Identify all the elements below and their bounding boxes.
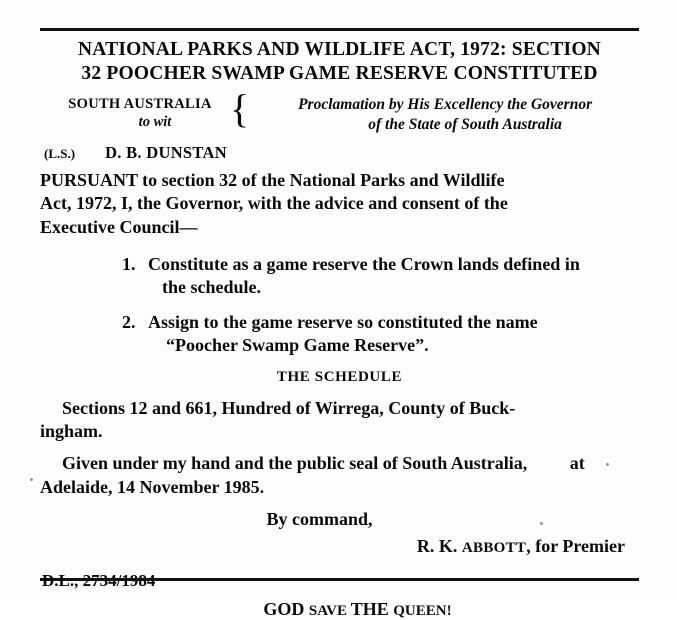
clause-line-2: the schedule. — [162, 277, 261, 298]
god-save-the-queen — [40, 599, 639, 620]
clause-line-1: Assign to the game reserve so constituted the name — [148, 311, 538, 332]
brace-glyph: { — [230, 85, 250, 131]
list-item — [40, 311, 639, 358]
god-save-word-3: THE — [350, 599, 394, 620]
scan-speck — [30, 478, 33, 481]
jurisdiction-block — [40, 95, 230, 133]
seal-marker: (L.S.) — [44, 145, 76, 161]
countersignature — [40, 536, 639, 557]
clause-line-1: Constitute as a game reserve the Crown lands defined in — [148, 254, 580, 275]
preamble-paragraph — [40, 169, 639, 239]
god-save-word-1: GOD — [263, 599, 309, 620]
given-under-hand — [40, 452, 639, 499]
god-save-word-4: QUEEN! — [393, 603, 452, 620]
countersign-initials: R. K. — [416, 536, 462, 557]
preamble-line-1: PURSUANT to section 32 of the National Parks and Wildlife — [40, 169, 505, 190]
document-content — [40, 34, 639, 620]
preamble-line-3: Executive Council— — [40, 216, 198, 237]
bottom-divider-rule — [40, 578, 639, 581]
schedule-line-2: ingham. — [40, 420, 103, 441]
proclamation-header — [40, 85, 639, 135]
list-item — [40, 253, 639, 300]
schedule-line-1: Sections 12 and 661, Hundred of Wirrega, County of Buck- — [62, 397, 516, 418]
document-reference — [40, 571, 639, 591]
preamble-line-2: Act, 1972, I, the Governor, with the advice and consent of the — [40, 193, 508, 214]
schedule-heading: THE SCHEDULE — [276, 368, 403, 385]
seal-and-signatory — [40, 143, 639, 163]
countersign-role: , for Premier — [526, 536, 625, 557]
jurisdiction-name: SOUTH AUSTRALIA — [68, 95, 212, 112]
page-title — [40, 38, 639, 86]
jurisdiction-towit: to wit — [138, 114, 172, 131]
god-save-word-2: SAVE — [308, 603, 351, 620]
clause-line-2: “Poocher Swamp Game Reserve”. — [166, 335, 429, 356]
proclamation-line-1: Proclamation by His Excellency the Governor — [298, 95, 593, 113]
given-line-1: Given under my hand and the public seal of South Australia, — [62, 453, 528, 474]
given-line-2: at Adelaide, 14 November 1985. — [40, 453, 585, 497]
schedule-body — [40, 397, 639, 444]
proclamation-statement — [257, 95, 639, 135]
scan-speck — [540, 522, 543, 525]
page-title-line-2: 32 POOCHER SWAMP GAME RESERVE CONSTITUTED — [81, 62, 598, 84]
clause-number: 2. — [122, 311, 136, 332]
governor-name: D. B. DUNSTAN — [105, 142, 227, 162]
clause-number: 1. — [122, 254, 136, 275]
scan-speck — [606, 463, 609, 466]
countersign-surname: ABBOTT — [461, 540, 527, 557]
page-title-line-1: NATIONAL PARKS AND WILDLIFE ACT, 1972: SECTION — [78, 39, 601, 60]
proclamation-line-2: of the State of South Australia — [368, 115, 562, 133]
top-divider-rule — [40, 28, 639, 31]
by-command-line: By command, — [266, 509, 373, 530]
numbered-clause-list — [40, 253, 639, 358]
